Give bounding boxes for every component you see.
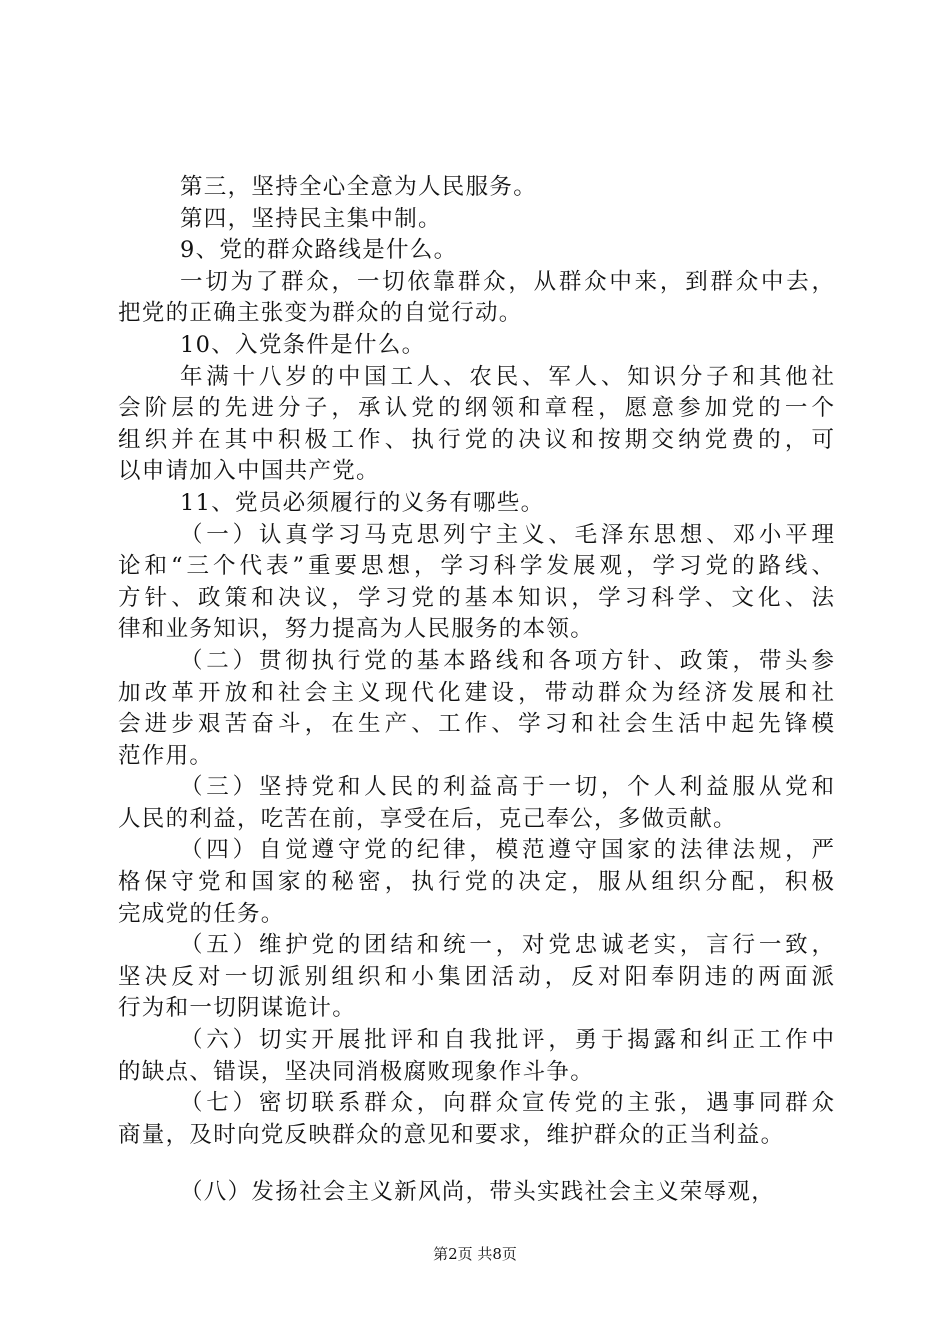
text-line: （三）坚持党和人民的利益高于一切，个人利益服从党和: [180, 774, 834, 801]
text-line: 年满十八岁的中国工人、农民、军人、知识分子和其他社: [180, 363, 834, 390]
text-line: 的缺点、错误，坚决同消极腐败现象作斗争。: [118, 1058, 595, 1085]
section-heading: 10、入党条件是什么。: [180, 331, 426, 358]
document-body: [118, 172, 834, 1209]
text-line: （六）切实开展批评和自我批评，勇于揭露和纠正工作中: [180, 1027, 834, 1054]
paragraph-gap: [118, 1151, 834, 1177]
section-heading: 9、党的群众路线是什么。: [180, 237, 458, 264]
text-line: 完成党的任务。: [118, 900, 285, 927]
text-line: 以申请加入中国共产党。: [118, 458, 380, 485]
text-line: （八）发扬社会主义新风尚，带头实践社会主义荣辱观，: [180, 1179, 776, 1206]
text-line: 组织并在其中积极工作、执行党的决议和按期交纳党费的，可: [118, 426, 834, 453]
text-line: 会阶层的先进分子，承认党的纲领和章程，愿意参加党的一个: [118, 395, 834, 422]
text-line: 人民的利益，吃苦在前，享受在后，克己奉公，多做贡献。: [118, 805, 737, 832]
text-line: （一）认真学习马克思列宁主义、毛泽东思想、邓小平理: [180, 521, 834, 548]
text-line: 格保守党和国家的秘密，执行党的决定，服从组织分配，积极: [118, 869, 834, 896]
page-number-footer: 第2页 共8页: [433, 1245, 517, 1263]
text-line: 律和业务知识，努力提高为人民服务的本领。: [118, 616, 595, 643]
text-line: 第四，坚持民主集中制。: [180, 205, 442, 232]
text-line: 商量，及时向党反映群众的意见和要求，维护群众的正当利益。: [118, 1121, 785, 1148]
text-line: 论和“三个代表”重要思想，学习科学发展观，学习党的路线、: [118, 553, 834, 580]
text-line: （七）密切联系群众，向群众宣传党的主张，遇事同群众: [180, 1090, 834, 1117]
text-line: 方针、政策和决议，学习党的基本知识，学习科学、文化、法: [118, 584, 834, 611]
text-line: （二）贯彻执行党的基本路线和各项方针、政策，带头参: [180, 647, 834, 674]
text-line: 行为和一切阴谋诡计。: [118, 995, 357, 1022]
text-line: （五）维护党的团结和统一，对党忠诚老实，言行一致，: [180, 932, 834, 959]
text-line: 把党的正确主张变为群众的自觉行动。: [118, 300, 523, 327]
text-line: 范作用。: [118, 742, 214, 769]
text-line: 会进步艰苦奋斗，在生产、工作、学习和社会生活中起先锋模: [118, 711, 834, 738]
text-line: （四）自觉遵守党的纪律，模范遵守国家的法律法规，严: [180, 837, 834, 864]
text-line: 一切为了群众，一切依靠群众，从群众中来，到群众中去，: [180, 268, 834, 295]
text-line: 第三，坚持全心全意为人民服务。: [180, 174, 538, 200]
section-heading: 11、党员必须履行的义务有哪些。: [180, 489, 545, 516]
text-line: 加改革开放和社会主义现代化建设，带动群众为经济发展和社: [118, 679, 834, 706]
text-line: 坚决反对一切派别组织和小集团活动，反对阳奉阴违的两面派: [118, 963, 834, 990]
